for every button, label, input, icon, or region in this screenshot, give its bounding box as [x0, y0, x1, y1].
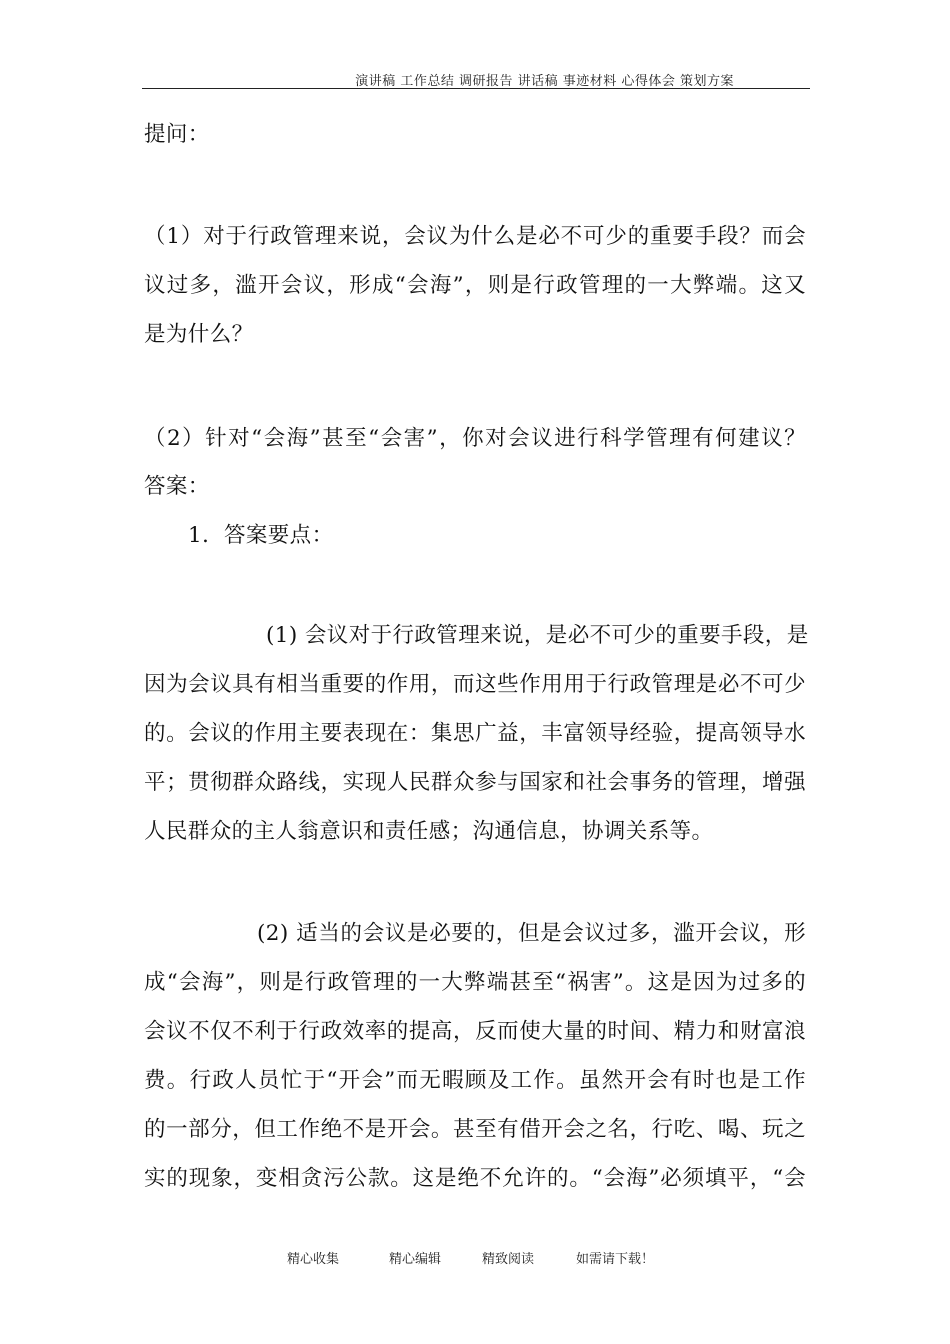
- answer-paragraph-1-line: 人民群众的主人翁意识和责任感；沟通信息，协调关系等。: [144, 819, 714, 844]
- answer-paragraph-2-line: 费。行政人员忙于“开会”而无暇顾及工作。虽然开会有时也是工作: [144, 1068, 806, 1093]
- question-label: 提问：: [144, 122, 210, 147]
- question-1-line: 议过多，滥开会议，形成“会海”，则是行政管理的一大弊端。这又: [144, 273, 806, 298]
- answer-label: 答案：: [144, 474, 210, 499]
- footer-item: 精心收集: [287, 1252, 340, 1267]
- answer-paragraph-1-line: 平；贯彻群众路线，实现人民群众参与国家和社会事务的管理，增强: [144, 770, 806, 795]
- question-1-line: （1）对于行政管理来说，会议为什么是必不可少的重要手段？而会: [144, 224, 806, 249]
- question-1-line: 是为什么？: [144, 322, 254, 347]
- answer-points-title: 1．答案要点：: [188, 523, 334, 548]
- footer-item: 如需请下载！: [576, 1252, 655, 1267]
- header-categories: 演讲稿 工作总结 调研报告 讲话稿 事迹材料 心得体会 策划方案: [355, 74, 734, 89]
- footer-item: 精心编辑: [389, 1252, 442, 1267]
- answer-paragraph-1-line: 的。会议的作用主要表现在：集思广益，丰富领导经验，提高领导水: [144, 721, 806, 746]
- answer-paragraph-1-line: (1) 会议对于行政管理来说，是必不可少的重要手段，是: [266, 623, 809, 648]
- question-2-line: （2）针对“会海”甚至“会害”，你对会议进行科学管理有何建议？: [144, 426, 806, 451]
- answer-paragraph-1-line: 因为会议具有相当重要的作用，而这些作用用于行政管理是必不可少: [144, 672, 806, 697]
- footer-item: 精致阅读: [482, 1252, 535, 1267]
- answer-paragraph-2-line: (2) 适当的会议是必要的，但是会议过多，滥开会议，形: [257, 921, 806, 946]
- page-footer: [0, 1248, 950, 1268]
- answer-paragraph-2-line: 会议不仅不利于行政效率的提高，反而使大量的时间、精力和财富浪: [144, 1019, 806, 1044]
- answer-paragraph-2-line: 的一部分，但工作绝不是开会。甚至有借开会之名，行吃、喝、玩之: [144, 1117, 806, 1142]
- page-header: [142, 68, 810, 89]
- answer-paragraph-2-line: 实的现象，变相贪污公款。这是绝不允许的。“会海”必须填平，“会: [144, 1166, 806, 1191]
- answer-paragraph-2-line: 成“会海”，则是行政管理的一大弊端甚至“祸害”。这是因为过多的: [144, 970, 806, 995]
